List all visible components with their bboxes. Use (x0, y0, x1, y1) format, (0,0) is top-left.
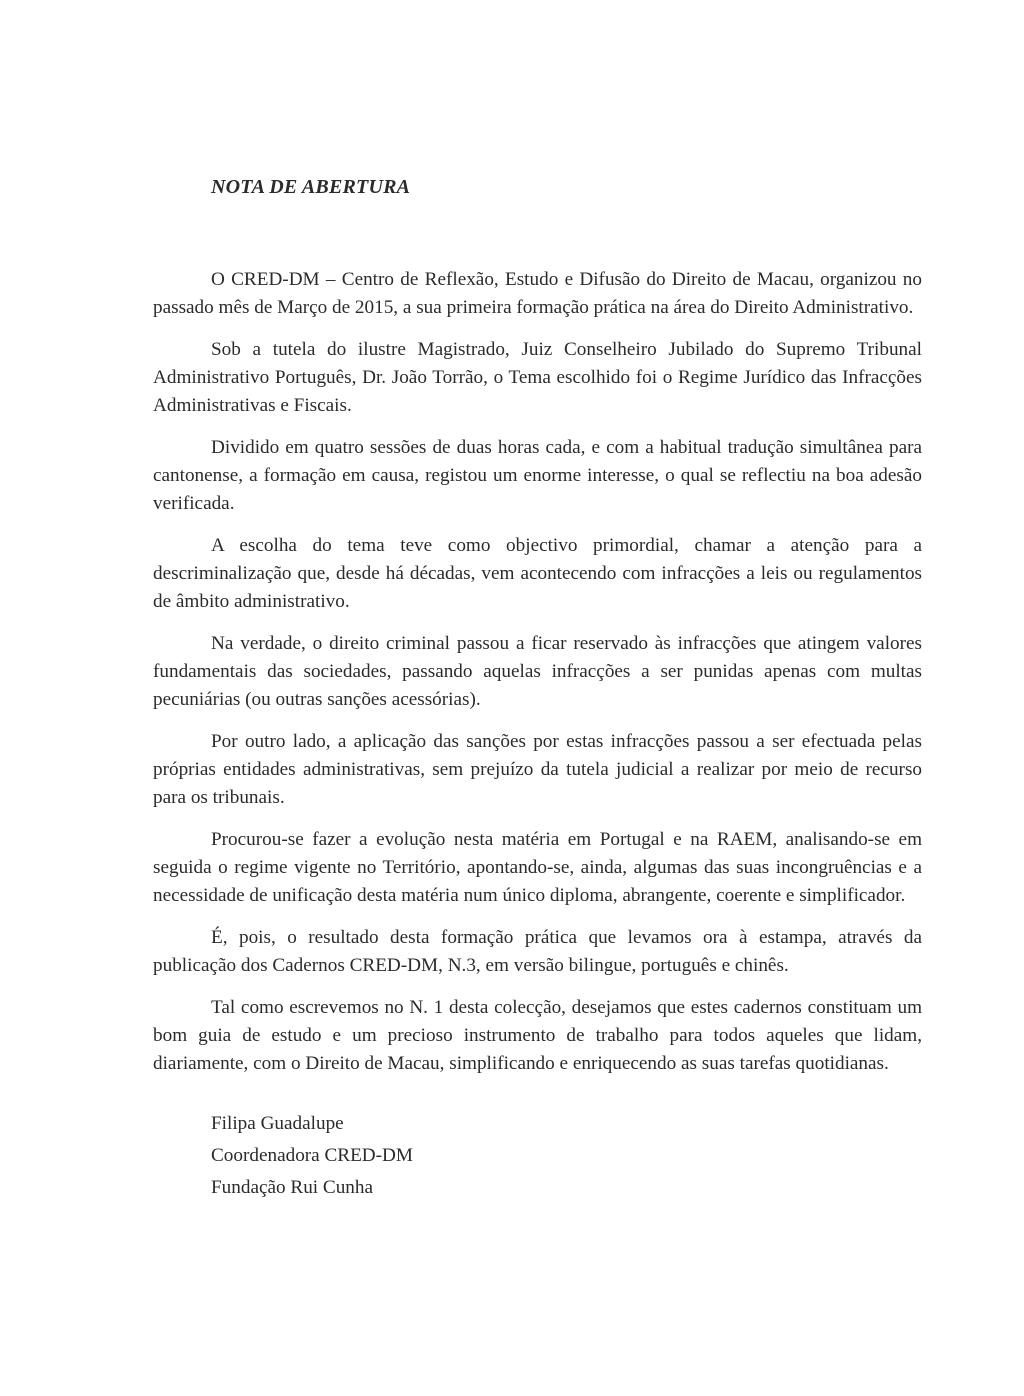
document-body (153, 266, 922, 1092)
page-title: NOTA DE ABERTURA (211, 176, 411, 198)
paragraph-2: Sob a tutela do ilustre Magistrado, Juiz Conselheiro Jubilado do Supremo Tribunal Administrativo Português, Dr. João Torrão, o Tema escolhido foi o Regime Jurídico das Infracções Administrativas e Fiscais. (153, 339, 922, 416)
paragraph-8: É, pois, o resultado desta formação prática que levamos ora à estampa, através da publicação dos Cadernos CRED-DM, N.3, em versão bilingue, português e chinês. (153, 927, 922, 976)
paragraph-9: Tal como escrevemos no N. 1 desta colecção, desejamos que estes cadernos constituam um bom guia de estudo e um precioso instrumento de trabalho para todos aqueles que lidam, diariamente, com o Direito de Macau, simplificando e enriquecendo as suas tarefas quotidianas. (153, 997, 922, 1074)
paragraph-6: Por outro lado, a aplicação das sanções por estas infracções passou a ser efectuada pelas próprias entidades administrativas, sem prejuízo da tutela judicial a realizar por meio de recurso para os tribunais. (153, 731, 922, 808)
paragraph-1: O CRED-DM – Centro de Reflexão, Estudo e Difusão do Direito de Macau, organizou no passado mês de Março de 2015, a sua primeira formação prática na área do Direito Administrativo. (153, 269, 922, 318)
paragraph-4: A escolha do tema teve como objectivo primordial, chamar a atenção para a descriminalização que, desde há décadas, vem acontecendo com infracções a leis ou regulamentos de âmbito administrativo. (153, 535, 922, 612)
paragraph-5: Na verdade, o direito criminal passou a ficar reservado às infracções que atingem valores fundamentais das sociedades, passando aquelas infracções a ser punidas apenas com multas pecuniárias (ou outras sanções acessórias). (153, 633, 922, 710)
signature-organization: Fundação Rui Cunha (211, 1177, 374, 1198)
paragraph-7: Procurou-se fazer a evolução nesta matéria em Portugal e na RAEM, analisando-se em seguida o regime vigente no Território, apontando-se, ainda, algumas das suas incongruências e a necessidade de unificação desta matéria num único diploma, abrangente, coerente e simplificador. (153, 829, 922, 906)
signature-name: Filipa Guadalupe (211, 1113, 344, 1134)
paragraph-3: Dividido em quatro sessões de duas horas cada, e com a habitual tradução simultânea para cantonense, a formação em causa, registou um enorme interesse, o qual se reflectiu na boa adesão verificada. (153, 437, 922, 514)
signature-block (211, 1108, 413, 1204)
signature-role: Coordenadora CRED-DM (211, 1145, 413, 1166)
